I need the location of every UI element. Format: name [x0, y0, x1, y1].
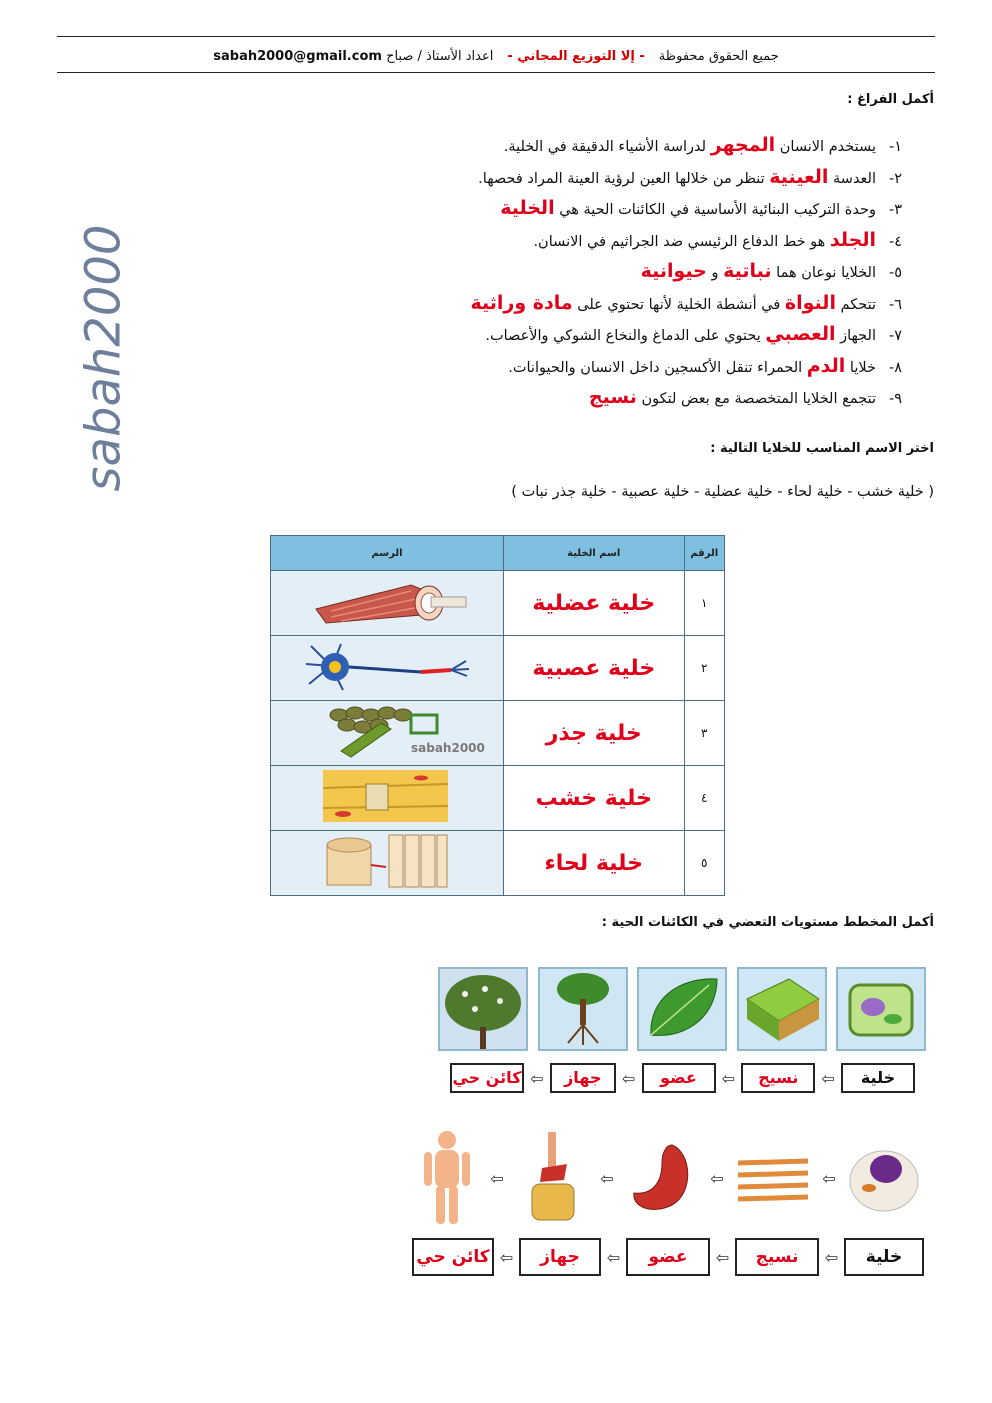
plant-images-row	[438, 966, 926, 1052]
leaf-image	[637, 967, 727, 1051]
list-item: ٩-تتجمع الخلايا المتخصصة مع بعض لتكون نسيج	[588, 386, 902, 408]
page-header	[57, 40, 935, 72]
animal-label-tissue: نسيج	[735, 1238, 819, 1276]
arrow-left-icon: ⇦	[600, 1168, 614, 1188]
row-number: ٥	[684, 831, 725, 896]
list-item: ٤-الجلد هو خط الدفاع الرئيسي ضد الجراثيم في الانسان.	[533, 228, 902, 251]
choices-list: ( خلية خشب - خلية لحاء - خلية عضلية - خلية عصبية - خلية جذر نبات )	[511, 484, 934, 500]
list-item: ٦-تتحكم النواة في أنشطة الخلية لأنها تحتوي على مادة وراثية	[470, 291, 902, 314]
cell-name: خلية خشب	[504, 766, 684, 831]
list-item: ١-يستخدم الانسان المجهر لدراسة الأشياء الدقيقة في الخلية.	[503, 134, 902, 156]
flowering-tree-image	[438, 967, 528, 1051]
list-item: ٣-وحدة التركيب البنائية الأساسية في الكائنات الحية هي الخلية	[500, 197, 902, 219]
plant-label-cell: خلية	[841, 1063, 915, 1093]
nerve-cell-image	[271, 636, 504, 701]
digestive-system-image	[512, 1128, 592, 1228]
animal-tissue-image	[732, 1133, 814, 1223]
animal-label-system: جهاز	[519, 1238, 601, 1276]
side-watermark: sabah2000	[75, 224, 132, 492]
image-watermark: sabah2000	[411, 741, 485, 755]
rights-text: جميع الحقوق محفوظة	[658, 48, 779, 64]
table-row	[271, 831, 725, 896]
arrow-left-icon: ⇦	[715, 1247, 730, 1267]
free-distribution-text: - إلا التوزيع المجاني -	[507, 48, 645, 64]
animal-label-cell: خلية	[844, 1238, 924, 1276]
animal-cell-image	[844, 1133, 924, 1223]
arrow-left-icon: ⇦	[490, 1168, 504, 1188]
plant-labels-row	[450, 1063, 915, 1093]
stomach-image	[622, 1133, 702, 1223]
table-row	[271, 636, 725, 701]
author-text: اعداد الأستاذ / صباح sabah2000@gmail.com	[213, 48, 494, 64]
table-row	[271, 701, 725, 766]
animal-label-organ: عضو	[626, 1238, 710, 1276]
cell-name: خلية لحاء	[504, 831, 684, 896]
header-drawing: الرسم	[271, 536, 504, 571]
list-item: ٧-الجهاز العصبي يحتوي على الدماغ والنخاع الشوكي والأعصاب.	[485, 323, 902, 345]
plant-label-system: جهاز	[550, 1063, 616, 1093]
fill-blank-list	[470, 130, 902, 414]
xylem-cell-image	[271, 766, 504, 831]
arrow-left-icon: ⇦	[530, 1068, 544, 1088]
arrow-left-icon: ⇦	[606, 1247, 621, 1267]
muscle-cell-image	[271, 571, 504, 636]
plant-tissue-image	[737, 967, 827, 1051]
cell-name: خلية عضلية	[504, 571, 684, 636]
organization-title: أكمل المخطط مستويات التعضي في الكائنات الحية :	[601, 915, 934, 930]
human-body-image	[412, 1128, 482, 1228]
row-number: ١	[684, 571, 725, 636]
tree-roots-image	[538, 967, 628, 1051]
table-header-row	[271, 536, 725, 571]
header-top-rule	[57, 36, 935, 37]
table-row	[271, 766, 725, 831]
choose-name-title: اختر الاسم المناسب للخلايا التالية :	[710, 441, 934, 456]
plant-label-organ: عضو	[642, 1063, 716, 1093]
row-number: ٢	[684, 636, 725, 701]
phloem-cell-image	[271, 831, 504, 896]
table-row	[271, 571, 725, 636]
arrow-left-icon: ⇦	[499, 1247, 514, 1267]
arrow-left-icon: ⇦	[621, 1068, 636, 1088]
arrow-left-icon: ⇦	[824, 1247, 839, 1267]
arrow-left-icon: ⇦	[710, 1168, 724, 1188]
fill-blank-title: أكمل الفراغ :	[847, 92, 934, 107]
cell-name: خلية عصبية	[504, 636, 684, 701]
arrow-left-icon: ⇦	[821, 1068, 835, 1088]
root-cell-image	[271, 701, 504, 766]
arrow-left-icon: ⇦	[822, 1168, 836, 1188]
header-name: اسم الخلية	[504, 536, 684, 571]
cells-table	[270, 535, 725, 896]
list-item: ٥-الخلايا نوعان هما نباتية و حيوانية	[640, 260, 902, 282]
arrow-left-icon: ⇦	[721, 1068, 736, 1088]
animal-images-row	[412, 1128, 924, 1228]
header-bottom-rule	[57, 72, 935, 73]
list-item: ٨-خلايا الدم الحمراء تنقل الأكسجين داخل الانسان والحيوانات.	[508, 354, 902, 377]
plant-label-tissue: نسيج	[741, 1063, 815, 1093]
row-number: ٣	[684, 701, 725, 766]
list-item: ٢-العدسة العينية تنظر من خلالها العين لرؤية العينة المراد فحصها.	[478, 165, 902, 188]
plant-cell-image	[836, 967, 926, 1051]
animal-labels-row	[412, 1237, 924, 1277]
plant-label-organism: كائن حي	[450, 1063, 524, 1093]
cell-name: خلية جذر	[504, 701, 684, 766]
header-num: الرقم	[684, 536, 725, 571]
animal-label-organism: كائن حي	[412, 1238, 494, 1276]
row-number: ٤	[684, 766, 725, 831]
